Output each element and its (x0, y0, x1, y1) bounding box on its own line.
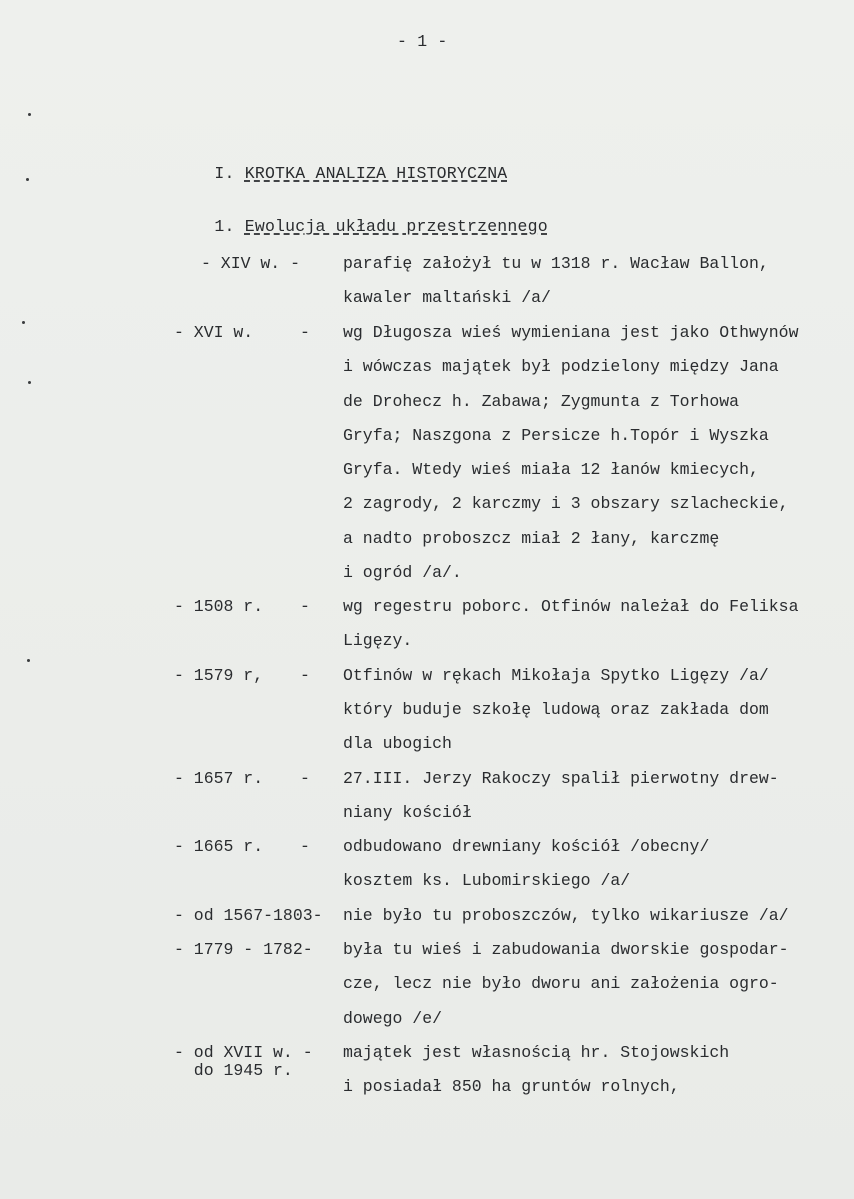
entry-line: była tu wieś i zabudowania dworskie gospodar- (343, 940, 789, 959)
entry-date: - 1665 r. (174, 837, 264, 856)
entry-date: - 1579 r, (174, 666, 264, 685)
entry-line: a nadto proboszcz miał 2 łany, karczmę (343, 529, 720, 548)
entry-line: i posiadał 850 ha gruntów rolnych, (343, 1077, 680, 1096)
page-number: - 1 - (397, 32, 448, 51)
entry-dash: - (300, 837, 310, 856)
section-heading-number: I. (214, 164, 235, 183)
entry-line: i wówczas majątek był podzielony między Jana (343, 357, 779, 376)
entry-line: 27.III. Jerzy Rakoczy spalił pierwotny drew- (343, 769, 779, 788)
entry-date: - XVI w. (174, 323, 254, 342)
entry-line: parafię założył tu w 1318 r. Wacław Ballon, (343, 254, 769, 273)
entry-date: - 1779 - 1782- (174, 940, 313, 959)
entry-date-continuation: do 1945 r. (174, 1061, 293, 1080)
entry-line: Otfinów w rękach Mikołaja Spytko Ligęzy /a/ (343, 666, 769, 685)
section-heading (174, 144, 507, 204)
entry-line: kawaler maltański /a/ (343, 288, 551, 307)
entry-line: który buduje szkołę ludową oraz zakłada dom (343, 700, 769, 719)
entry-date: - 1657 r. (174, 769, 264, 788)
entry-line: Gryfa; Naszgona z Persicze h.Topór i Wyszka (343, 426, 769, 445)
entry-line: wg Długosza wieś wymieniana jest jako Othwynów (343, 323, 799, 342)
entry-date: - 1508 r. (174, 597, 264, 616)
section-heading-title: KROTKA ANALIZA HISTORYCZNA (244, 164, 508, 183)
entry-line: nie było tu proboszczów, tylko wikariusze /a/ (343, 906, 789, 925)
entry-line: dla ubogich (343, 734, 452, 753)
entry-line: dowego /e/ (343, 1009, 443, 1028)
entry-dash: - (300, 323, 310, 342)
entry-line: odbudowano drewniany kościół /obecny/ (343, 837, 710, 856)
entry-date: - XIV w. - (201, 254, 301, 273)
margin-speck (22, 321, 25, 324)
entry-line: kosztem ks. Lubomirskiego /a/ (343, 871, 631, 890)
entry-dash: - (300, 769, 310, 788)
margin-speck (26, 178, 29, 181)
margin-speck (27, 659, 30, 662)
entry-line: Gryfa. Wtedy wieś miała 12 łanów kmiecych, (343, 460, 759, 479)
entry-dash: - (300, 666, 310, 685)
subsection-heading-title: Ewolucja układu przestrzennego (244, 217, 548, 236)
entry-date: - od XVII w. - (174, 1043, 313, 1062)
entry-line: majątek jest własnością hr. Stojowskich (343, 1043, 730, 1062)
entry-line: de Drohecz h. Zabawa; Zygmunta z Torhowa (343, 392, 740, 411)
entry-line: 2 zagrody, 2 karczmy i 3 obszary szlacheckie, (343, 494, 789, 513)
entry-line: i ogród /a/. (343, 563, 462, 582)
subsection-heading-number: 1. (214, 217, 235, 236)
margin-speck (28, 113, 31, 116)
margin-speck (28, 381, 31, 384)
entry-line: wg regestru poborc. Otfinów należał do Feliksa (343, 597, 799, 616)
entry-line: niany kościół (343, 803, 472, 822)
entry-date: - od 1567-1803- (174, 906, 323, 925)
entry-dash: - (300, 597, 310, 616)
subsection-heading (174, 197, 548, 257)
entry-line: cze, lecz nie było dworu ani założenia ogro- (343, 974, 779, 993)
entry-line: Ligęzy. (343, 631, 413, 650)
